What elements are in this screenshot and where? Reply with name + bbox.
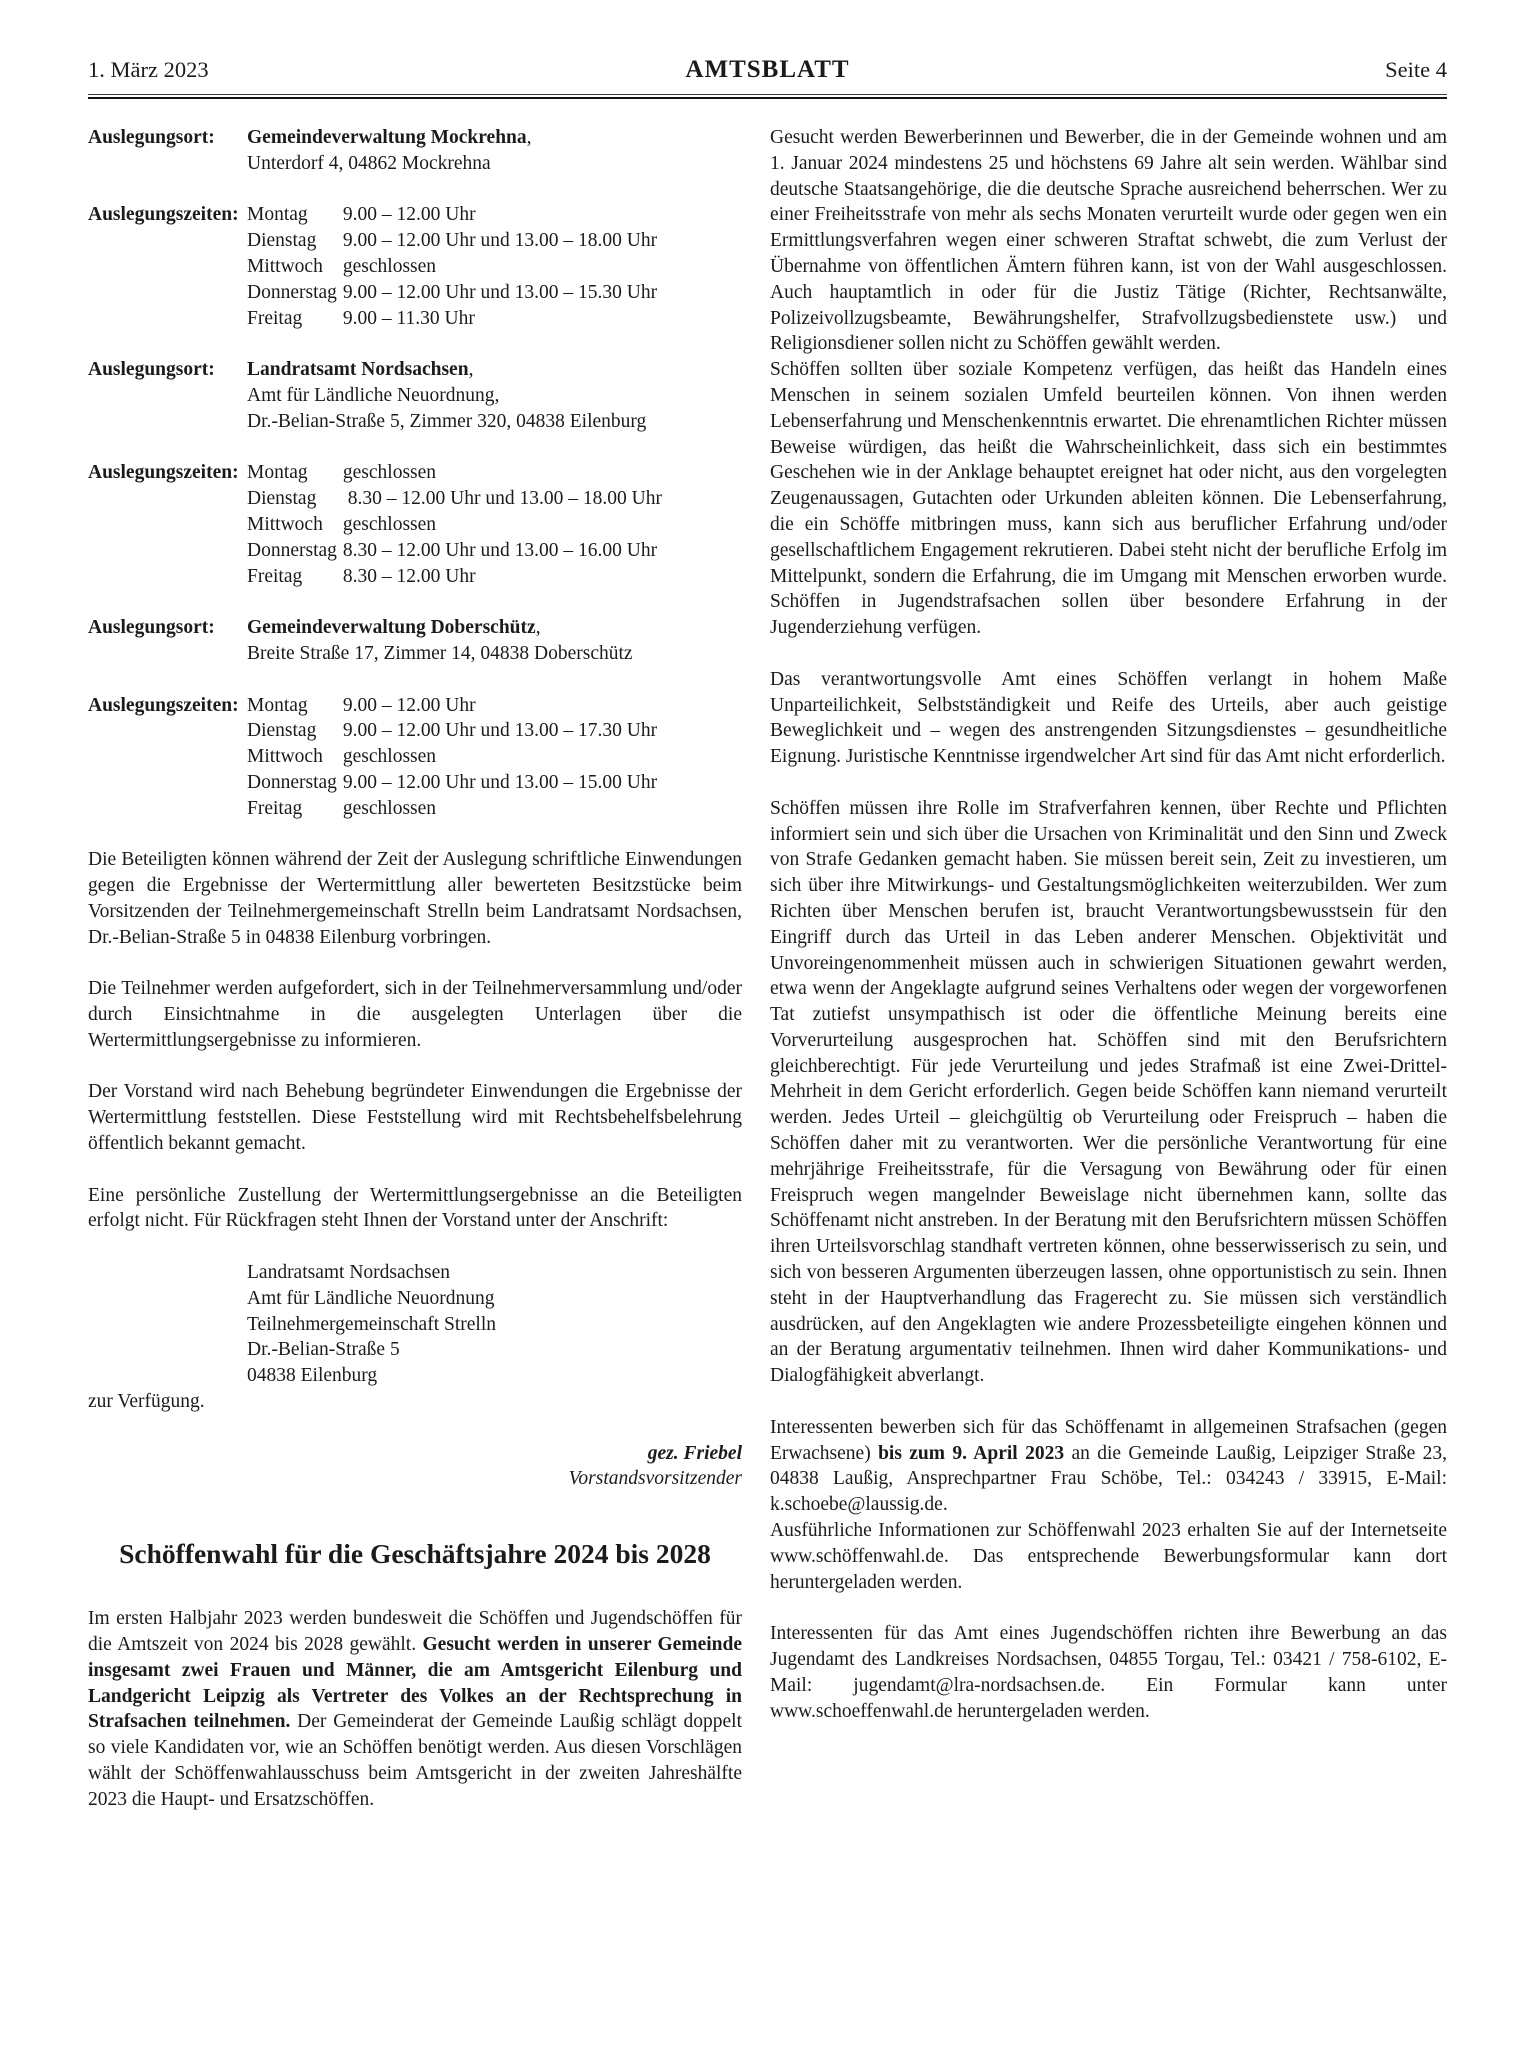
ort-address-line: Amt für Ländliche Neuordnung, bbox=[247, 384, 500, 406]
auslegungsort-label: Auslegungsort: bbox=[88, 127, 215, 148]
time-cell: 9.00 – 12.00 Uhr und 13.00 – 18.00 Uhr bbox=[342, 230, 658, 252]
paragraph-bewerber: Gesucht werden Bewerberinnen und Bewerber, die in der Gemeinde wohnen und am 1. Januar 2024 mindestens 25 und höchstens 69 Jahre alt sein werden. Wählbar sind deutsche Staatsangehörige, die die deutsche Sprache ausreichend beherrschen. Wer zu einer Freiheitsstrafe von mehr als sechs Monaten verurteilt wurde oder gegen wen ein Ermittlungsverfahren wegen einer schweren Straftat schwebt, die zum Verlust der Übernahme von öffentlichen Ämtern führen kann, ist von der Wahl ausgeschlossen. Auch hauptamtlich in oder für die Justiz Tätige (Richter, Rechtsanwälte, Polizeivollzugsbeamte, Bewährungshelfer, Strafvollzugsbedienstete usw.) und Religionsdiener sollen nicht zu Schöffen gewählt werden. bbox=[770, 127, 1447, 355]
auslegungszeiten-row bbox=[88, 202, 742, 331]
time-cell: 9.00 – 12.00 Uhr bbox=[342, 204, 476, 226]
auslegungsort-value bbox=[247, 615, 742, 667]
day-cell: Mittwoch bbox=[247, 746, 323, 768]
ort-name-line bbox=[247, 125, 742, 151]
day-cell: Freitag bbox=[247, 797, 303, 819]
ort-address-line: Dr.-Belian-Straße 5, Zimmer 320, 04838 Eilenburg bbox=[247, 410, 647, 432]
time-cell: 8.30 – 12.00 Uhr bbox=[342, 565, 476, 587]
ort-name: Gemeindeverwaltung Doberschütz bbox=[247, 617, 536, 639]
auslegungsort-label: Auslegungsort: bbox=[88, 359, 215, 381]
paragraph-rolle: Schöffen müssen ihre Rolle im Strafverfahren kennen, über Rechte und Pflichten informiert sein und sich über die Ursachen von Kriminalität und den Sinn und Zweck von Strafe Gedanken gemacht haben. Sie müssen bereit sein, Zeit zu investieren, um sich über ihre Mitwirkungs- und Gestaltungsmöglichkeiten weiterzubilden. Wer zum Richten über Menschen berufen ist, braucht Verantwortungsbewusstsein für den Eingriff durch das Urteil in das Leben anderer Menschen. Objektivität und Unvoreingenommenheit müssen auch in schwierigen Situationen gewahrt werden, etwa wenn der Angeklagte aufgrund seines Verhaltens oder wegen der vorgeworfenen Tat zutiefst unsympathisch ist oder die öffentliche Meinung bereits eine Vorverurteilung ausgesprochen hat. Schöffen sind mit den Berufsrichtern gleichberechtigt. Für jede Verurteilung und jedes Strafmaß ist eine Zwei-Drittel-Mehrheit in dem Gericht erforderlich. Gegen beide Schöffen kann niemand verurteilt werden. Jedes Urteil – gleichgültig ob Verurteilung oder Freispruch – haben die Schöffen daher mit zu verantworten. Wer die persönliche Verantwortung für eine mehrjährige Freiheitsstrafe, für die Versagung von Bewährung oder für einen Freispruch wegen mangelnder Beweislage nicht übernehmen kann, sollte das Schöffenamt nicht anstreben. In der Beratung mit den Berufsrichtern müssen Schöffen ihren Urteilsvorschlag standhaft vertreten können, ohne besserwisserisch zu sein, und sich von besseren Argumenten überzeugen lassen, ohne opportunistisch zu sein. Ihnen steht in der Hauptverhandlung das Fragerecht zu. Sie müssen sich verständlich ausdrücken, auf den Angeklagten wie andere Prozessbeteiligte eingehen können und an der Beratung argumentativ teilnehmen. Ihnen wird daher Kommunikations- und Dialogfähigkeit abverlangt. bbox=[770, 797, 1447, 1387]
signature-role: Vorstandsvorsitzender bbox=[568, 1468, 742, 1490]
time-cell: geschlossen bbox=[342, 255, 437, 277]
paragraph-anforderungen: Das verantwortungsvolle Amt eines Schöffen verlangt in hohem Maße Unparteilichkeit, Selbstständigkeit und Reife des Urteils, aber auch geistige Beweglichkeit und – wegen des anstrengenden Sitzungsdienstes – gesundheitliche Eignung. Juristische Kenntnisse irgendwelcher Art sind für das Amt nicht erforderlich. bbox=[770, 668, 1447, 768]
article-title: Schöffenwahl für die Geschäftsjahre 2024 bis 2028 bbox=[119, 1538, 711, 1570]
auslegungsort-value bbox=[247, 357, 742, 434]
opening-times-table bbox=[247, 202, 742, 331]
day-cell: Donnerstag bbox=[247, 771, 337, 793]
header-rule bbox=[88, 94, 1447, 99]
day-cell: Donnerstag bbox=[247, 281, 337, 303]
masthead bbox=[88, 56, 1447, 84]
time-cell: 8.30 – 12.00 Uhr und 13.00 – 18.00 Uhr bbox=[342, 488, 662, 510]
paragraph-einwendungen: Die Beteiligten können während der Zeit der Auslegung schriftliche Einwendungen gegen die Ergebnisse der Wertermittlung aller bewerteten Besitzstücke beim Vorsitzenden der Teilnehmergemeinschaft Strelln beim Landratsamt Nordsachsen, Dr.-Belian-Straße 5 in 04838 Eilenburg vorbringen. bbox=[88, 849, 742, 948]
paragraph-teilnehmer: Die Teilnehmer werden aufgefordert, sich in der Teilnehmerversammlung und/oder durch Einsichtnahme in die ausgelegten Unterlagen über die Wertermittlungsergebnisse zu informieren. bbox=[88, 978, 742, 1051]
ort-name-suffix: , bbox=[526, 127, 532, 148]
contact-address-block bbox=[247, 1260, 742, 1389]
paragraph-zustellung: Eine persönliche Zustellung der Wertermittlungsergebnisse an die Beteiligten erfolgt nicht. Für Rückfragen steht Ihnen der Vorstand unter der Anschrift: bbox=[88, 1184, 742, 1232]
signature-block bbox=[88, 1441, 742, 1493]
article-paragraph bbox=[88, 1606, 742, 1812]
day-cell: Freitag bbox=[247, 307, 303, 329]
auslegungsort-value bbox=[247, 125, 742, 177]
newspaper-title: AMTSBLATT bbox=[685, 56, 850, 83]
auslegungszeiten-row bbox=[88, 693, 742, 822]
time-cell: geschlossen bbox=[342, 797, 437, 819]
time-cell: 9.00 – 12.00 Uhr und 13.00 – 15.30 Uhr bbox=[342, 281, 658, 303]
time-cell: 9.00 – 12.00 Uhr und 13.00 – 17.30 Uhr bbox=[342, 720, 658, 742]
auslegungszeiten-label: Auslegungszeiten: bbox=[88, 462, 239, 484]
day-cell: Mittwoch bbox=[247, 513, 323, 535]
day-cell: Montag bbox=[247, 694, 308, 716]
day-cell: Dienstag bbox=[247, 488, 317, 510]
ort-name-suffix: , bbox=[468, 359, 474, 381]
auslegungsort-row bbox=[88, 125, 742, 177]
time-cell: 8.30 – 12.00 Uhr und 13.00 – 16.00 Uhr bbox=[342, 539, 658, 561]
day-cell: Dienstag bbox=[247, 720, 317, 742]
auslegung-block-mockrehna bbox=[88, 125, 742, 331]
auslegungszeiten-label: Auslegungszeiten: bbox=[88, 204, 239, 226]
time-cell: 9.00 – 12.00 Uhr bbox=[342, 694, 476, 716]
article-text-segment: Der Gemeinderat der Gemeinde Laußig schlägt doppelt so viele Kandidaten vor, wie an Schöffen benötigt werden. Aus diesen Vorschlägen wählt der Schöffenwahlausschuss beim Amtsgericht in der zweiten Jahreshälfte 2023 die Haupt- und Ersatzschöffen. bbox=[88, 1711, 742, 1810]
contact-address-line: 04838 Eilenburg bbox=[247, 1365, 378, 1387]
contact-address-line: Amt für Ländliche Neuordnung bbox=[247, 1287, 495, 1309]
time-cell: 9.00 – 11.30 Uhr bbox=[342, 307, 475, 329]
ort-name-line bbox=[247, 615, 742, 641]
day-cell: Montag bbox=[247, 204, 308, 226]
auslegung-block-landratsamt bbox=[88, 357, 742, 589]
two-column-layout bbox=[88, 125, 1447, 1832]
time-cell: geschlossen bbox=[342, 462, 437, 484]
left-column bbox=[88, 125, 742, 1832]
paragraph-informationen: Ausführliche Informationen zur Schöffenwahl 2023 erhalten Sie auf der Internetseite www.schöffenwahl.de. Das entsprechende Bewerbungsformular kann dort heruntergeladen werden. bbox=[770, 1520, 1447, 1593]
ort-name: Gemeindeverwaltung Mockrehna bbox=[247, 127, 527, 148]
ort-name: Landratsamt Nordsachsen bbox=[247, 359, 469, 381]
ort-name-line bbox=[247, 357, 742, 383]
paragraph-jugendschoeffe: Interessenten für das Amt eines Jugendschöffen richten ihre Bewerbung an das Jugendamt des Landkreises Nordsachsen, 04855 Torgau, Tel.: 03421 / 758-6102, E-Mail: jugendamt@lra-nordsachsen.de. Ein Formular kann unter www.schoeffenwahl.de heruntergeladen werden. bbox=[770, 1623, 1447, 1722]
bewerbung-text-segment: Interessenten bewerben sich für das Schöffenamt in allgemeinen Strafsachen (gegen Erwachsene) bbox=[770, 1416, 1447, 1464]
day-cell: Mittwoch bbox=[247, 255, 323, 277]
auslegung-block-doberschuetz bbox=[88, 615, 742, 821]
paragraph-vorstand: Der Vorstand wird nach Behebung begründeter Einwendungen die Ergebnisse der Wertermittlung feststellen. Diese Feststellung wird mit Rechtsbehelfsbelehrung öffentlich bekannt gemacht. bbox=[88, 1081, 742, 1155]
ort-address-line: Unterdorf 4, 04862 Mockrehna bbox=[247, 152, 491, 174]
ort-address-line: Breite Straße 17, Zimmer 14, 04838 Doberschütz bbox=[247, 642, 633, 664]
contact-address-line: Dr.-Belian-Straße 5 bbox=[247, 1339, 400, 1361]
contact-close-line: zur Verfügung. bbox=[88, 1391, 205, 1413]
article-text-segment: Im ersten Halbjahr 2023 werden bundesweit die Schöffen und Jugendschöffen für die Amtszeit von 2024 bis 2028 gewählt. bbox=[88, 1608, 742, 1656]
time-cell: geschlossen bbox=[342, 746, 437, 768]
day-cell: Donnerstag bbox=[247, 539, 337, 561]
paragraph-bewerbung bbox=[770, 1415, 1447, 1518]
day-cell: Montag bbox=[247, 462, 308, 484]
ort-name-suffix: , bbox=[535, 617, 541, 639]
time-cell: 9.00 – 12.00 Uhr und 13.00 – 15.00 Uhr bbox=[342, 771, 658, 793]
bewerbung-deadline: bis zum 9. April 2023 bbox=[878, 1442, 1065, 1464]
auslegungsort-row bbox=[88, 357, 742, 434]
paragraph-kompetenz: Schöffen sollten über soziale Kompetenz verfügen, das heißt das Handeln eines Menschen in seinem sozialen Umfeld beurteilen können. Von ihnen werden Lebenserfahrung und Menschenkenntnis erwartet. Die ehrenamtlichen Richter müssen Beweise würdigen, das heißt die Wahrscheinlichkeit, dass sich ein bestimmtes Geschehen wie in der Anklage behauptet ereignet hat oder nicht, aus den vorgelegten Zeugenaussagen, Gutachten oder Urkunden ableiten können. Die Lebenserfahrung, die ein Schöffe mitbringen muss, kann sich aus beruflicher Erfahrung und/oder gesellschaftlichem Engagement rekrutieren. Dabei steht nicht der berufliche Erfolg im Mittelpunkt, sondern die Erfahrung, die im Umgang mit Menschen erworben wurde. Schöffen in Jugendstrafsachen sollen über besondere Erfahrung in der Jugenderziehung verfügen. bbox=[770, 359, 1447, 639]
signature-name: gez. Friebel bbox=[647, 1442, 742, 1464]
auslegungsort-label: Auslegungsort: bbox=[88, 617, 215, 639]
day-cell: Dienstag bbox=[247, 230, 317, 252]
page-number: Seite 4 bbox=[1385, 57, 1447, 82]
day-cell: Freitag bbox=[247, 565, 303, 587]
opening-times-table bbox=[247, 693, 742, 822]
bewerbung-text-segment: an die Gemeinde Laußig, Leipziger Straße 23, 04838 Laußig, Ansprechpartner Frau Schöbe, Tel.: 034243 / 33915, E-Mail: k.schoebe@laussig.de. bbox=[770, 1442, 1447, 1516]
auslegungszeiten-label: Auslegungszeiten: bbox=[88, 694, 239, 716]
contact-address-line: Teilnehmergemeinschaft Strelln bbox=[247, 1313, 496, 1335]
article-bold-segment: Gesucht werden in unserer Gemeinde insgesamt zwei Frauen und Männer, die am Amtsgericht Eilenburg und Landgericht Leipzig als Vertreter des Volkes an der Rechtsprechung in Strafsachen teilnehmen. bbox=[88, 1634, 742, 1733]
contact-address-line: Landratsamt Nordsachsen bbox=[247, 1262, 451, 1284]
time-cell: geschlossen bbox=[342, 513, 437, 535]
issue-date: 1. März 2023 bbox=[88, 57, 209, 82]
right-column bbox=[770, 125, 1447, 1832]
auslegungszeiten-row bbox=[88, 460, 742, 589]
opening-times-table bbox=[247, 460, 742, 589]
auslegungsort-row bbox=[88, 615, 742, 667]
